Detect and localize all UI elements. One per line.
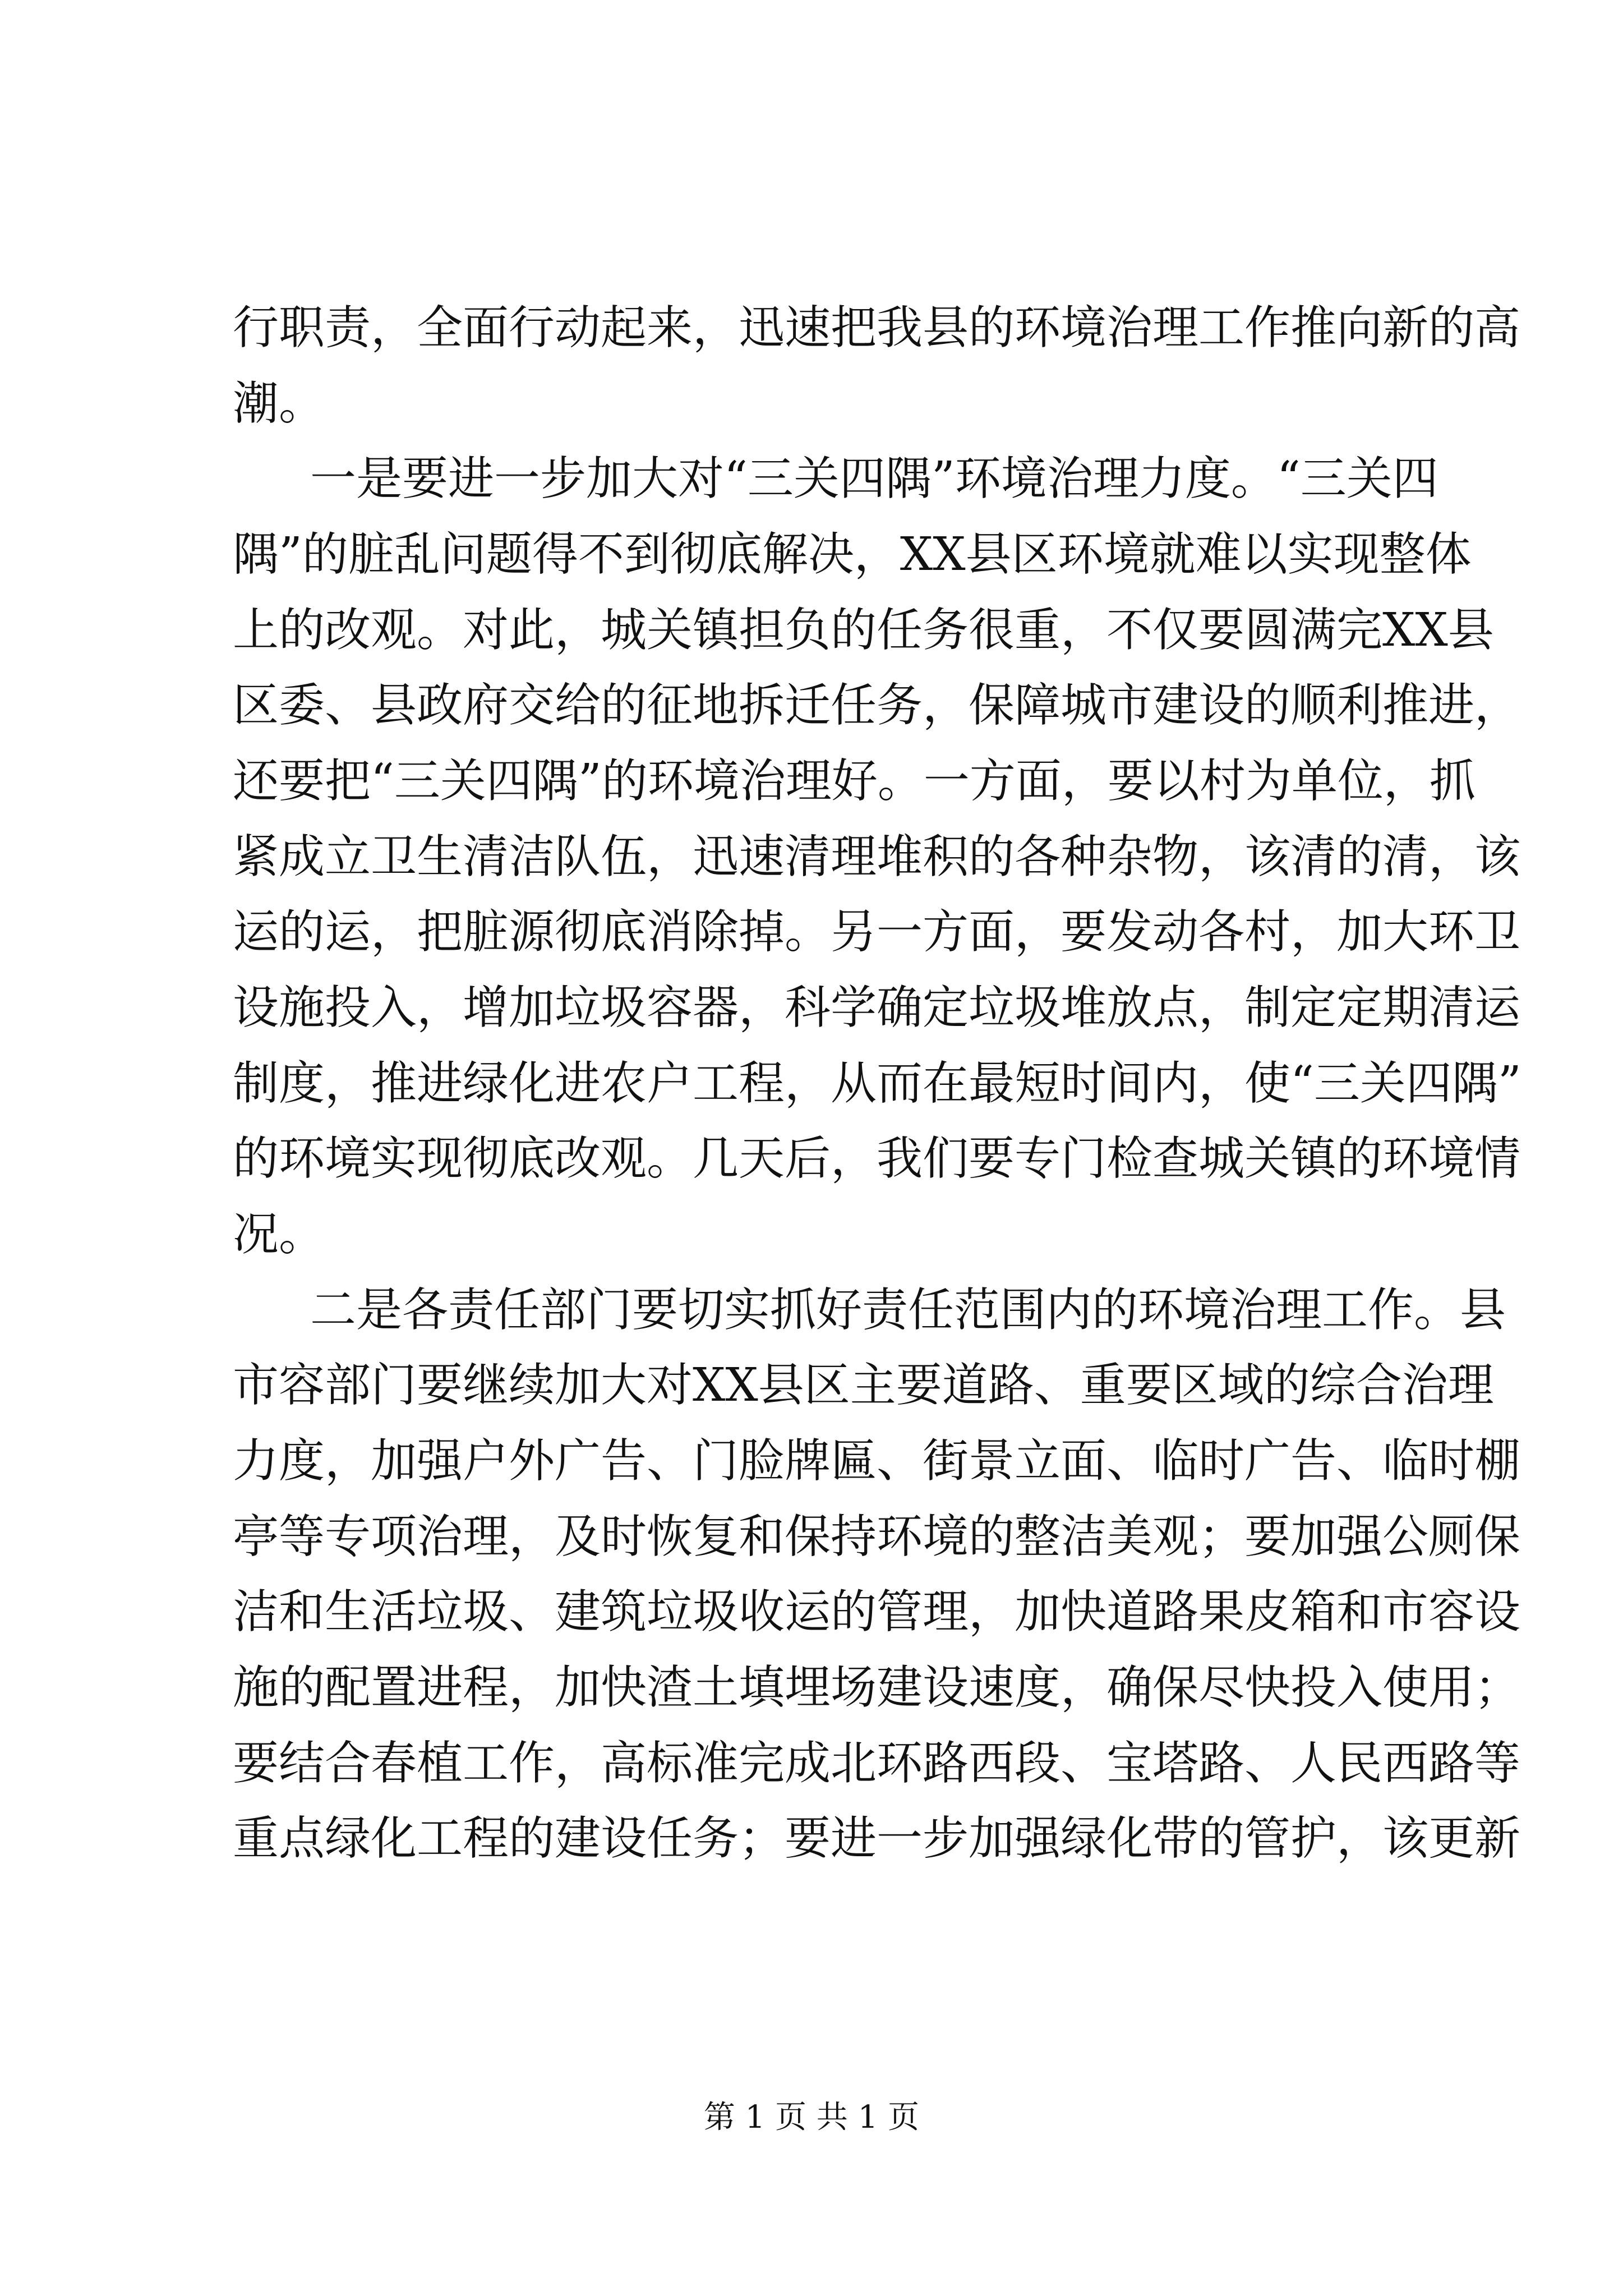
text-line: 紧成立卫生清洁队伍，迅速清理堆积的各种杂物，该清的清，该 — [233, 830, 1521, 884]
page-number-footer: 第 1 页 共 1 页 — [703, 2099, 920, 2136]
text-line: 施的配置进程，加快渣土填埋场建设速度，确保尽快投入使用； — [233, 1661, 1521, 1714]
text-line: 力度，加强户外广告、门脸牌匾、街景立面、临时广告、临时棚 — [233, 1434, 1521, 1488]
text-line: 市容部门要继续加大对XX县区主要道路、重要区域的综合治理 — [233, 1359, 1494, 1412]
text-line: 亭等专项治理，及时恢复和保持环境的整洁美观；要加强公厕保 — [233, 1510, 1521, 1563]
paragraph-first-line: 二是各责任部门要切实抓好责任范围内的环境治理工作。县 — [310, 1283, 1506, 1337]
text-line: 要结合春植工作，高标准完成北环路西段、宝塔路、人民西路等 — [233, 1737, 1521, 1790]
text-line: 隅”的脏乱问题得不到彻底解决，XX县区环境就难以实现整体 — [233, 528, 1472, 581]
text-line: 上的改观。对此，城关镇担负的任务很重，不仅要圆满完XX县 — [233, 604, 1494, 657]
text-line: 运的运，把脏源彻底消除掉。另一方面，要发动各村，加大环卫 — [233, 905, 1521, 959]
text-line: 设施投入，增加垃圾容器，科学确定垃圾堆放点，制定定期清运 — [233, 981, 1521, 1034]
text-line: 区委、县政府交给的征地拆迁任务，保障城市建设的顺利推进， — [233, 679, 1521, 732]
text-line: 重点绿化工程的建设任务；要进一步加强绿化带的管护，该更新 — [233, 1812, 1521, 1865]
text-line: 洁和生活垃圾、建筑垃圾收运的管理，加快道路果皮箱和市容设 — [233, 1585, 1521, 1639]
text-line: 况。 — [233, 1208, 325, 1261]
text-line: 的环境实现彻底改观。几天后，我们要专门检查城关镇的环境情 — [233, 1132, 1521, 1185]
text-line: 还要把“三关四隅”的环境治理好。一方面，要以村为单位，抓 — [233, 754, 1476, 808]
paragraph-first-line: 一是要进一步加大对“三关四隅”环境治理力度。“三关四 — [310, 452, 1438, 505]
text-line: 制度，推进绿化进农户工程，从而在最短时间内，使“三关四隅” — [233, 1057, 1521, 1110]
text-line: 行职责，全面行动起来，迅速把我县的环境治理工作推向新的高 — [233, 301, 1521, 355]
text-line: 潮。 — [233, 377, 325, 430]
